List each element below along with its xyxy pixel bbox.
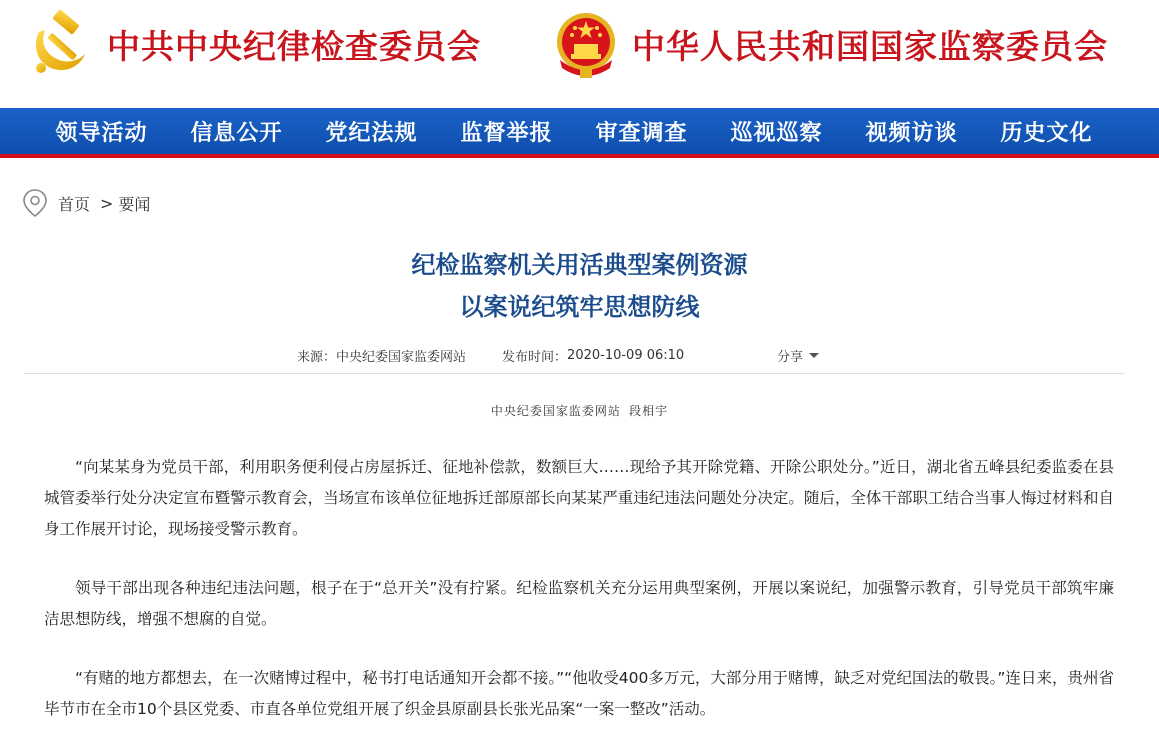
article-paragraph: 领导干部出现各种违纪违法问题，根子在于“总开关”没有拧紧。纪检监察机关充分运用典型案例，开展以案说纪，加强警示教育，引导党员干部筑牢廉洁思想防线，增强不想腐的自觉。 — [44, 579, 1114, 628]
article-byline: 中央纪委国家监委网站 段相宇 — [490, 404, 669, 418]
cpc-org-name: 中共中央纪律检查委员会 — [107, 26, 481, 66]
nav-item-party-rules[interactable]: 党纪法规 — [325, 119, 418, 146]
article-title — [0, 244, 1159, 328]
article-body — [44, 452, 1114, 753]
source-label: 来源： — [297, 350, 337, 365]
share-label: 分享 — [777, 350, 804, 365]
breadcrumb-current[interactable]: 要闻 — [118, 194, 151, 214]
breadcrumb-home-link[interactable]: 首页 — [58, 194, 91, 214]
cpc-logo-link[interactable] — [25, 8, 481, 80]
site-header — [0, 0, 1159, 146]
nav-item-video-interview[interactable]: 视频访谈 — [865, 119, 958, 146]
nav-item-history-culture[interactable]: 历史文化 — [1000, 119, 1093, 146]
article-meta — [297, 346, 684, 365]
prc-org-name: 中华人民共和国国家监察委员会 — [632, 26, 1108, 66]
breadcrumb-separator: > — [100, 193, 114, 213]
nav-item-report[interactable]: 监督举报 — [460, 119, 553, 146]
chevron-down-icon — [809, 353, 819, 358]
national-emblem-icon — [550, 8, 622, 80]
nav-item-investigation[interactable]: 审查调查 — [595, 119, 688, 146]
breadcrumb — [22, 188, 150, 218]
article-title-line2: 以案说纪筑牢思想防线 — [459, 293, 700, 321]
article-paragraph: “有赌的地方都想去，在一次赌博过程中，秘书打电话通知开会都不接。”“他收受400多万元，大部分用于赌博，缺乏对党纪国法的敬畏。”连日来，贵州省毕节市在全市10个县区党委、市直各单位党组开展了织金县原副县长张光品案“一案一整改”活动。 — [44, 669, 1114, 718]
meta-divider — [24, 373, 1124, 374]
nav-item-inspection[interactable]: 巡视巡察 — [730, 119, 823, 146]
publish-time-label: 发布时间： — [502, 350, 568, 365]
publish-time-value: 2020-10-09 06:10 — [567, 348, 685, 363]
prc-logo-link[interactable] — [550, 8, 1108, 80]
location-pin-icon — [22, 188, 48, 218]
main-nav — [0, 108, 1159, 158]
party-emblem-icon — [25, 8, 97, 80]
share-button[interactable] — [777, 346, 819, 365]
article-title-line1: 纪检监察机关用活典型案例资源 — [411, 251, 748, 279]
nav-item-leadership[interactable]: 领导活动 — [55, 119, 148, 146]
nav-item-info-disclosure[interactable]: 信息公开 — [190, 119, 283, 146]
article-paragraph: “向某某身为党员干部，利用职务便利侵占房屋拆迁、征地补偿款，数额巨大……现给予其开除党籍、开除公职处分。”近日，湖北省五峰县纪委监委在县城管委举行处分决定宣布暨警示教育会，当场宣布该单位征地拆迁部原部长向某某严重违纪违法问题处分决定。随后，全体干部职工结合当事人悔过材料和自身工作展开讨论，现场接受警示教育。 — [44, 458, 1114, 538]
source-value: 中央纪委国家监委网站 — [336, 350, 467, 365]
